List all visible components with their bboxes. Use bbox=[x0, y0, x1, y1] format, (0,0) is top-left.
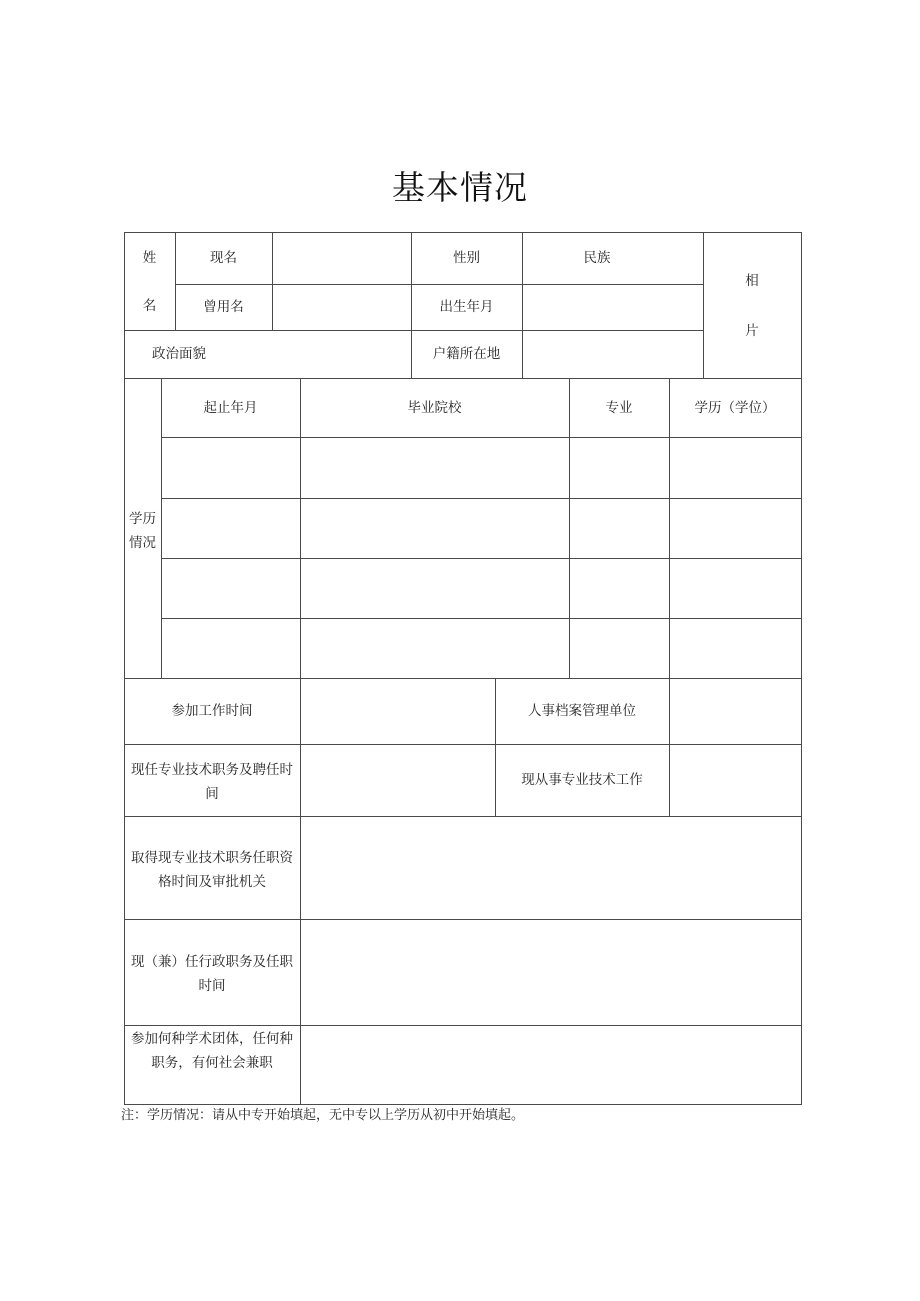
photo-label-bottom: 片 bbox=[745, 323, 759, 339]
political-status-label: 政治面貌 bbox=[152, 346, 206, 362]
former-name-field[interactable] bbox=[272, 284, 411, 330]
academic-label-line2: 职务，有何社会兼职 bbox=[151, 1055, 273, 1071]
work-start-time-field[interactable] bbox=[300, 678, 495, 744]
work-start-time-label: 参加工作时间 bbox=[171, 703, 253, 719]
education-label-line1: 学历 bbox=[129, 511, 156, 527]
admin-post-label-line2: 时间 bbox=[198, 978, 226, 994]
academic-field[interactable] bbox=[300, 1025, 801, 1104]
archive-unit-label: 人事档案管理单位 bbox=[528, 703, 636, 719]
household-location-label: 户籍所在地 bbox=[432, 346, 501, 362]
gender-label: 性别 bbox=[453, 250, 480, 266]
current-work-field[interactable] bbox=[669, 744, 801, 816]
former-name-label: 曾用名 bbox=[203, 299, 244, 315]
page-title: 基本情况 bbox=[392, 168, 528, 207]
qualification-field[interactable] bbox=[300, 816, 801, 919]
education-header-school: 毕业院校 bbox=[407, 399, 462, 416]
education-header-period: 起止年月 bbox=[203, 399, 258, 416]
education-header-major: 专业 bbox=[605, 399, 633, 416]
academic-label-line1: 参加何种学术团体，任何种 bbox=[131, 1031, 293, 1047]
household-location-field[interactable] bbox=[522, 330, 703, 378]
current-title-label-line1: 现任专业技术职务及聘任时 bbox=[131, 762, 293, 778]
current-title-label-line2: 间 bbox=[205, 786, 219, 802]
name-label-bottom: 名 bbox=[142, 298, 157, 314]
admin-post-field[interactable] bbox=[300, 919, 801, 1025]
ethnicity-label: 民族 bbox=[583, 250, 611, 266]
education-header-degree: 学历（学位） bbox=[694, 399, 776, 416]
current-name-field[interactable] bbox=[272, 232, 411, 284]
birth-date-label: 出生年月 bbox=[439, 299, 494, 315]
current-name-label: 现名 bbox=[210, 250, 237, 266]
current-work-label: 现从事专业技术工作 bbox=[521, 772, 643, 788]
current-title-field[interactable] bbox=[300, 744, 495, 816]
qualification-label-line1: 取得现专业技术职务任职资 bbox=[131, 850, 293, 866]
name-label-top: 姓 bbox=[142, 250, 157, 266]
footnote: 注：学历情况：请从中专开始填起，无中专以上学历从初中开始填起。 bbox=[121, 1108, 525, 1123]
education-label-line2: 情况 bbox=[129, 535, 156, 551]
political-status-field[interactable] bbox=[234, 330, 411, 378]
birth-date-field[interactable] bbox=[522, 284, 703, 330]
qualification-label-line2: 格时间及审批机关 bbox=[158, 874, 266, 890]
photo-label-top: 相 bbox=[745, 273, 759, 289]
admin-post-label-line1: 现（兼）任行政职务及任职 bbox=[131, 954, 293, 970]
archive-unit-field[interactable] bbox=[669, 678, 801, 744]
